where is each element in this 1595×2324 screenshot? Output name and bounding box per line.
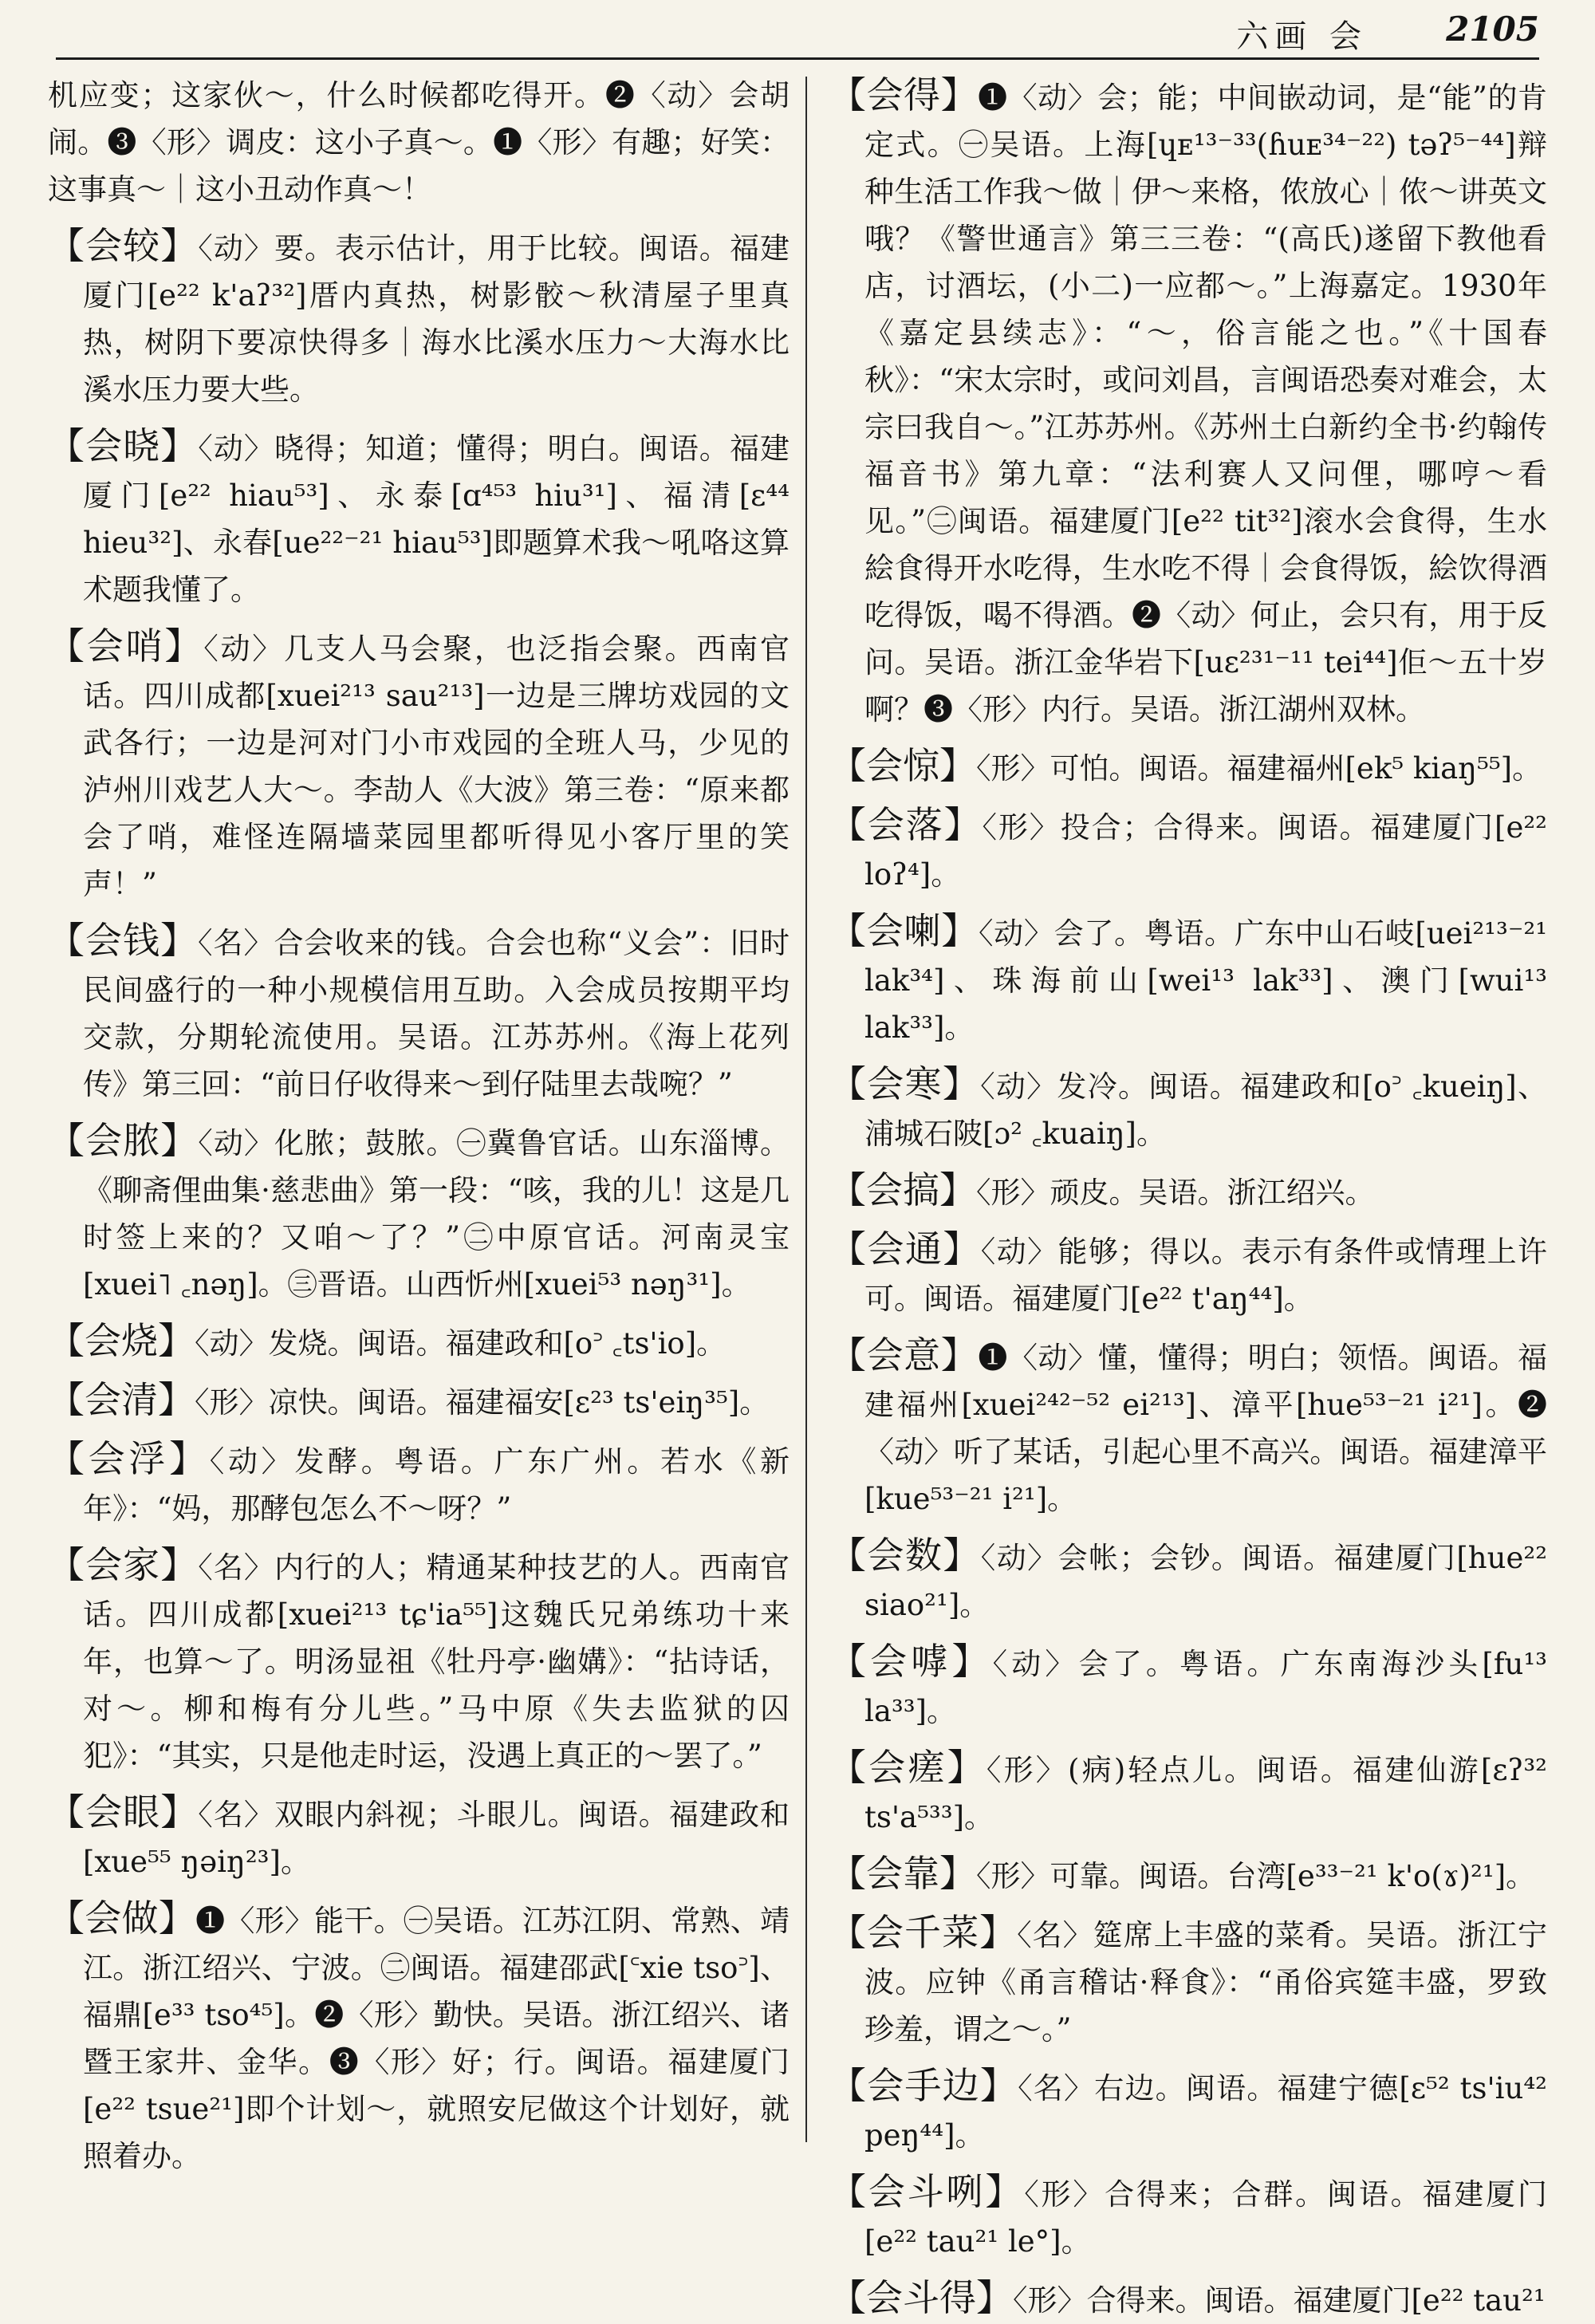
entry-headword: 【 会喇 】	[829, 909, 979, 952]
entry-headword: 【 会嘑 】	[829, 1640, 993, 1683]
dictionary-entry	[829, 802, 1547, 898]
entry-body: 〈形〉合得来。闽语。福建厦门[e²² tau²¹	[1013, 2283, 1546, 2318]
page-header	[56, 0, 1539, 60]
dictionary-entry	[829, 1332, 1547, 1522]
dictionary-entry	[48, 1436, 790, 1532]
dictionary-entry	[48, 72, 790, 213]
dictionary-entry	[48, 1117, 790, 1308]
dictionary-entry	[829, 1850, 1547, 1900]
column-divider	[805, 77, 807, 2142]
entry-headword: 【 会手边 】	[829, 2064, 1018, 2107]
entry-headword: 【 会意 】	[829, 1333, 978, 1377]
entry-body: 〈名〉内行的人；精通某种技艺的人。西南官话。四川成都[xuei²¹³ tɕ'ia⁵⁵]这魏氏兄弟练功十来年，也算～了。明汤显祖《牡丹亭·幽媾》：“拈诗话，对～。柳和梅有分儿些。”马中原《失去监狱的囚犯》：“其实，只是他走时运，没遇上真正的～罢了。”	[83, 1550, 790, 1773]
entry-headword: 【 会眼 】	[48, 1790, 198, 1834]
entry-body: 〈名〉筵席上丰盛的菜肴。吴语。浙江宁波。应钟《甬言稽诂·释食》：“甬俗宾筵丰盛，罗致珍羞，谓之～。”	[864, 1918, 1548, 2046]
entry-body: 〈动〉晓得；知道；懂得；明白。闽语。福建厦门[e²² hiau⁵³]、永泰[ɑ⁴⁵³ hiu³¹]、福清[ɛ⁴⁴ hieu³²]、永春[ue²²⁻²¹ hiau⁵³]即题算术我～吼咯这算术题我懂了。	[83, 431, 790, 607]
dictionary-entry	[829, 2168, 1547, 2265]
entry-body: 〈形〉可靠。闽语。台湾[e³³⁻²¹ k'o(ɤ)²¹]。	[976, 1859, 1536, 1893]
entry-headword: 【 会搞 】	[829, 1168, 976, 1211]
dictionary-entry	[829, 2275, 1547, 2324]
entry-headword: 【 会烧 】	[48, 1319, 195, 1362]
entry-headword: 【 会哨 】	[48, 624, 203, 668]
entry-body: ❶〈动〉会；能；中间嵌动词，是“能”的肯定式。㊀吴语。上海[ɥᴇ¹³⁻³³(ɦuᴇ³⁴⁻²²) təʔ⁵⁻⁴⁴]辩种生活工作我～做｜伊～来格，侬放心｜侬～讲英文哦？《警世通言》第三三卷：“(高氏)遂留下教他看店，讨酒坛，(小二)一应都～。”上海嘉定。1930年《嘉定县续志》：“～，俗言能之也。”《十国春秋》：“宋太宗时，或问刘昌，言闽语恐奏对难会，太宗曰我自～。”江苏苏州。《苏州土白新约全书·约翰传福音书》第九章：“法利赛人又问俚，哪哼～看见。”㊁闽语。福建厦门[e²² tit³²]滚水会食得，生水絵食得开水吃得，生水吃不得｜会食得饭，絵饮得酒吃得饭，喝不得酒。❷〈动〉何止，会只有，用于反问。吴语。浙江金华岩下[uɛ²³¹⁻¹¹ tei⁴⁴]佢～五十岁啊？❸〈形〉内行。吴语。浙江湖州双林。	[864, 81, 1547, 727]
entry-headword: 【 会靠 】	[829, 1852, 976, 1895]
dictionary-entry	[829, 1167, 1547, 1216]
entry-body: 〈形〉凉快。闽语。福建福安[ɛ²³ ts'eiŋ³⁵]。	[195, 1385, 770, 1420]
entry-body: 〈动〉化脓；鼓脓。㊀冀鲁官话。山东淄博。《聊斋俚曲集·慈悲曲》第一段：“咳，我的儿！这是几时签上来的？又咱～了？”㊁中原官话。河南灵宝[xuei˥ ꜀nəŋ]。㊂晋语。山西忻州[xuei⁵³ nəŋ³¹]。	[83, 1126, 790, 1302]
entry-body: 〈形〉顽皮。吴语。浙江绍兴。	[976, 1176, 1375, 1210]
dictionary-entry	[48, 1895, 790, 2180]
dictionary-entry	[829, 1638, 1547, 1735]
entry-headword: 【 会落 】	[829, 803, 983, 846]
page-number: 2105	[1446, 10, 1539, 49]
entry-body: 〈形〉(病)轻点儿。闽语。福建仙游[ɛʔ³² ts'a⁵³³]。	[864, 1753, 1548, 1834]
entry-headword: 【 会较 】	[48, 224, 198, 267]
dictionary-entry	[829, 1744, 1547, 1841]
entry-body: 机应变；这家伙～，什么时候都吃得开。❷〈动〉会胡闹。❸〈形〉调皮：这小子真～。❶〈形〉有趣；好笑：这事真～｜这小丑动作真～！	[48, 78, 790, 207]
dictionary-entry	[829, 1061, 1547, 1157]
entry-headword: 【 会寒 】	[829, 1062, 980, 1105]
entry-headword: 【 会钱 】	[48, 919, 198, 962]
dictionary-entry	[48, 623, 790, 908]
right-column	[829, 72, 1548, 2319]
entry-body: ❶〈形〉能干。㊀吴语。江苏江阴、常熟、靖江。浙江绍兴、宁波。㊁闽语。福建邵武[꜂xie tso꜄]、福鼎[e³³ tso⁴⁵]。❷〈形〉勤快。吴语。浙江绍兴、诸暨王家井、金华。❸〈形〉好；行。闽语。福建厦门[e²² tsue²¹]即个计划～，就照安尼做这个计划好，就照着办。	[83, 1904, 790, 2173]
entry-headword: 【 会斗得 】	[829, 2276, 1013, 2319]
entry-body: 〈形〉合得来；合群。闽语。福建厦门[e²² tau²¹ le°]。	[864, 2177, 1548, 2259]
dictionary-entry	[48, 1542, 790, 1779]
dictionary-entry	[829, 742, 1547, 792]
dictionary-entry	[48, 1789, 790, 1885]
entry-body: 〈动〉能够；得以。表示有条件或情理上许可。闽语。福建厦门[e²² t'aŋ⁴⁴]。	[864, 1235, 1548, 1316]
entry-body: 〈动〉要。表示估计，用于比较。闽语。福建厦门[e²² k'aʔ³²]厝内真热，树影骹～秋清屋子里真热，树阴下要凉快得多｜海水比溪水压力～大海水比溪水压力要大些。	[83, 231, 790, 407]
entry-body: 〈动〉会帐；会钞。闽语。福建厦门[hue²² siao²¹]。	[864, 1541, 1548, 1622]
entry-headword: 【 会清 】	[48, 1378, 195, 1421]
dictionary-entry	[48, 1318, 790, 1367]
entry-headword: 【 会得 】	[829, 73, 978, 116]
entry-body: 〈动〉几支人马会聚，也泛指会聚。西南官话。四川成都[xuei²¹³ sau²¹³]一边是三牌坊戏园的文武各行；一边是河对门小市戏园的全班人马，少见的泸州川戏艺人大～。李劼人《大波》第三卷：“原来都会了哨，难怪连隔墙菜园里都听得见小客厅里的笑声！”	[83, 632, 790, 901]
entry-body: 〈动〉会了。粤语。广东中山石岐[uei²¹³⁻²¹ lak³⁴]、珠海前山[wei¹³ lak³³]、澳门[wui¹³ lak³³]。	[864, 916, 1548, 1045]
entry-body: 〈名〉双眼内斜视；斗眼儿。闽语。福建政和[xue⁵⁵ ŋəiŋ²³]。	[83, 1798, 790, 1879]
entry-headword: 【 会斗咧 】	[829, 2170, 1024, 2213]
left-column	[48, 72, 790, 2173]
dictionary-entry	[48, 917, 790, 1108]
entry-headword: 【 会通 】	[829, 1227, 981, 1270]
entry-body: 〈动〉发酵。粤语。广东广州。若水《新年》：“妈，那酵包怎么不～呀？”	[83, 1444, 790, 1526]
entry-headword: 【 会数 】	[829, 1534, 981, 1577]
section-heading: 六画 会	[1236, 18, 1368, 55]
dictionary-entry	[829, 1226, 1547, 1322]
entry-body: 〈名〉右边。闽语。福建宁德[ɛ⁵² ts'iu⁴² peŋ⁴⁴]。	[864, 2071, 1548, 2153]
entry-body: ❶〈动〉懂，懂得；明白；领悟。闽语。福建福州[xuei²⁴²⁻⁵² ei²¹³]、漳平[hue⁵³⁻²¹ i²¹]。❷〈动〉听了某话，引起心里不高兴。闽语。福建漳平[kue⁵³⁻²¹ i²¹]。	[864, 1341, 1548, 1516]
dictionary-entry	[48, 1377, 790, 1426]
entry-headword: 【 会浮 】	[48, 1437, 210, 1480]
dictionary-entry	[829, 72, 1547, 733]
entry-headword: 【 会惊 】	[829, 744, 976, 787]
dictionary-entry	[48, 223, 790, 413]
dictionary-entry	[829, 1909, 1547, 2053]
entry-headword: 【 会晓 】	[48, 424, 198, 467]
dictionary-entry	[829, 2062, 1547, 2159]
entry-headword: 【 会家 】	[48, 1543, 198, 1586]
entry-body: 〈形〉可怕。闽语。福建福州[ek⁵ kiaŋ⁵⁵]。	[976, 751, 1542, 786]
entry-headword: 【 会瘥 】	[829, 1746, 987, 1789]
entry-body: 〈动〉会了。粤语。广东南海沙头[fu¹³ la³³]。	[864, 1647, 1548, 1728]
entry-body: 〈名〉合会收来的钱。合会也称“义会”：旧时民间盛行的一种小规模信用互助。入会成员按期平均交款，分期轮流使用。吴语。江苏苏州。《海上花列传》第三回：“前日仔收得来～到仔陆里去哉啘？”	[83, 926, 790, 1101]
dictionary-entry	[48, 423, 790, 613]
dictionary-entry	[829, 908, 1547, 1051]
entry-body: 〈动〉发冷。闽语。福建政和[o꜄ ꜀kueiŋ]、浦城石陂[ɔ² ꜀kuaiŋ]。	[864, 1069, 1548, 1151]
entry-body: 〈动〉发烧。闽语。福建政和[o꜄ ꜀ts'io]。	[195, 1326, 727, 1361]
dictionary-entry	[829, 1532, 1547, 1629]
entry-headword: 【 会千菜 】	[829, 1911, 1017, 1954]
entry-headword: 【 会脓 】	[48, 1119, 198, 1162]
entry-headword: 【 会做 】	[48, 1897, 195, 1940]
entry-body: 〈形〉投合；合得来。闽语。福建厦门[e²² loʔ⁴]。	[864, 810, 1548, 892]
